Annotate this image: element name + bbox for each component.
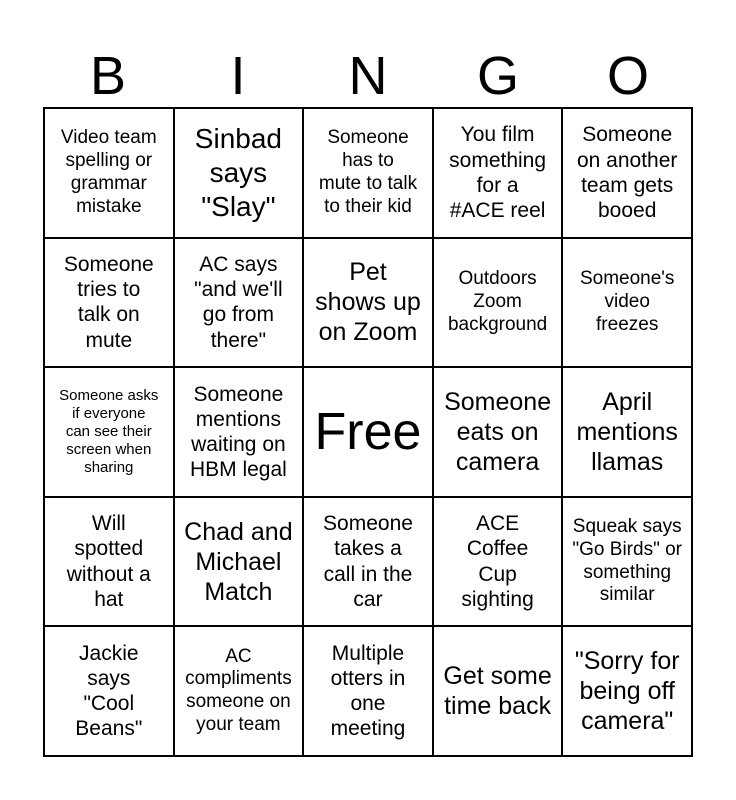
header-letter-b: B [89, 46, 127, 106]
bingo-header [43, 44, 693, 108]
cell-text: Someone asks if everyone can see their screen when sharing [59, 386, 159, 476]
cell-text: April mentions llamas [576, 387, 678, 476]
bingo-cell-r1-c0[interactable] [44, 238, 174, 368]
cell-text: Pet shows up on Zoom [315, 258, 421, 347]
bingo-cell-r1-c2[interactable] [303, 238, 433, 368]
cell-text: Jackie says "Cool Beans" [75, 641, 143, 741]
header-letter-i: I [230, 46, 246, 106]
header-letter-g: G [476, 46, 519, 106]
bingo-cell-r4-c2[interactable] [303, 626, 433, 756]
cell-text: Someone eats on camera [444, 387, 552, 476]
cell-text: Chad and Michael Match [184, 517, 293, 606]
cell-text: Video team spelling or grammar mistake [60, 127, 157, 217]
bingo-cell-r4-c4[interactable] [562, 626, 692, 756]
free-space-text: Free [314, 402, 422, 461]
cell-text: AC compliments someone on your team [185, 645, 292, 735]
bingo-cell-r0-c3[interactable] [433, 108, 563, 238]
bingo-grid [43, 107, 693, 757]
bingo-cell-r0-c2[interactable] [303, 108, 433, 238]
cell-text: ACE Coffee Cup sighting [461, 512, 534, 611]
bingo-cell-r0-c0[interactable] [44, 108, 174, 238]
bingo-cell-free[interactable] [303, 367, 433, 497]
bingo-cell-r4-c1[interactable] [174, 626, 304, 756]
cell-text: Someone on another team gets booed [576, 123, 678, 222]
cell-text: Someone mentions waiting on HBM legal [189, 382, 287, 482]
cell-text: Someone's video freezes [579, 268, 675, 335]
bingo-cell-r1-c3[interactable] [433, 238, 563, 368]
bingo-cell-r3-c4[interactable] [562, 497, 692, 627]
cell-text: Someone takes a call in the car [323, 512, 413, 611]
cell-text: You film something for a #ACE reel [449, 123, 547, 222]
bingo-cell-r0-c1[interactable] [174, 108, 304, 238]
bingo-cell-r2-c0[interactable] [44, 367, 174, 497]
cell-text: Get some time back [443, 662, 552, 721]
bingo-cell-r3-c0[interactable] [44, 497, 174, 627]
cell-text: Someone tries to talk on mute [63, 253, 154, 352]
bingo-cell-r3-c1[interactable] [174, 497, 304, 627]
header-letter-n: N [348, 46, 388, 106]
cell-text: Squeak says "Go Birds" or something similar [572, 516, 682, 606]
bingo-cell-r1-c4[interactable] [562, 238, 692, 368]
cell-text: Sinbad says "Slay" [194, 123, 282, 222]
cell-text: "Sorry for being off camera" [574, 647, 680, 736]
header-letter-o: O [606, 46, 649, 106]
bingo-cell-r2-c1[interactable] [174, 367, 304, 497]
bingo-cell-r4-c3[interactable] [433, 626, 563, 756]
bingo-cell-r3-c2[interactable] [303, 497, 433, 627]
bingo-cell-r4-c0[interactable] [44, 626, 174, 756]
bingo-cell-r0-c4[interactable] [562, 108, 692, 238]
bingo-cell-r2-c4[interactable] [562, 367, 692, 497]
cell-text: Multiple otters in one meeting [330, 641, 406, 741]
bingo-cell-r2-c3[interactable] [433, 367, 563, 497]
cell-text: AC says "and we'll go from there" [194, 253, 283, 352]
cell-text: Someone has to mute to talk to their kid [318, 127, 418, 217]
cell-text: Outdoors Zoom background [447, 268, 548, 335]
bingo-cell-r1-c1[interactable] [174, 238, 304, 368]
bingo-cell-r3-c3[interactable] [433, 497, 563, 627]
cell-text: Will spotted without a hat [66, 512, 151, 611]
